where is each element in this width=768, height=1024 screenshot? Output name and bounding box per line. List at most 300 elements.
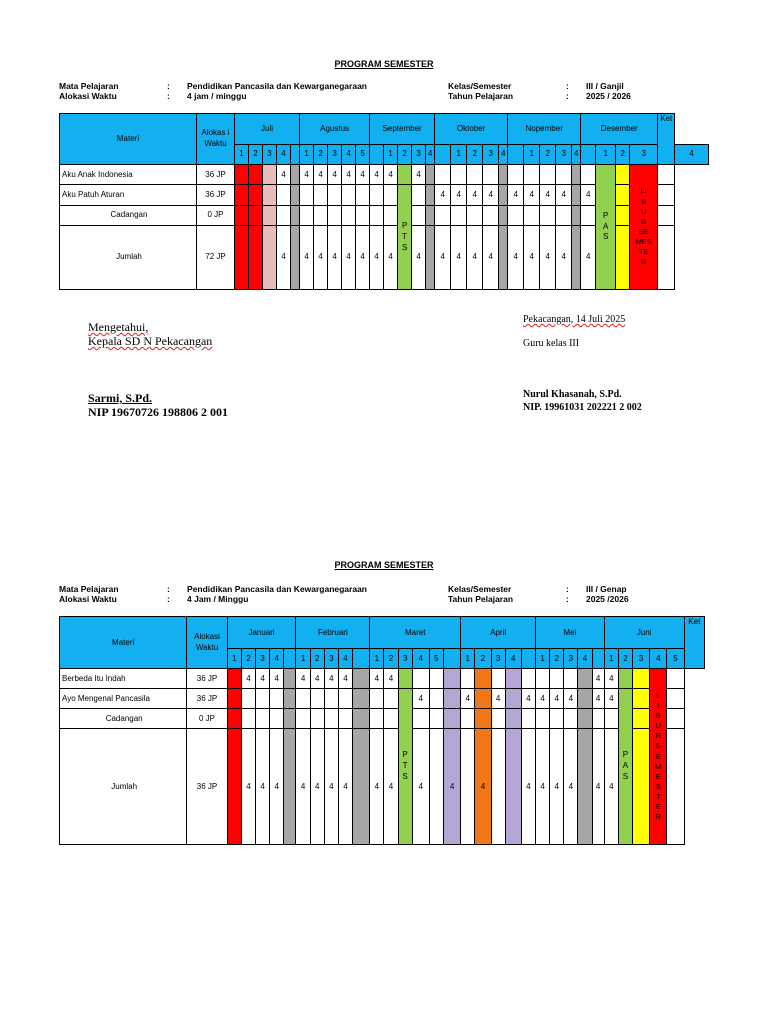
week-cell [435,205,451,225]
week-cell [505,729,521,845]
ket-cell [667,669,684,689]
week-cell [353,689,370,709]
week-cell [572,185,581,205]
week-cell [291,225,300,289]
stacked-letter: L [656,690,661,700]
week-cell [426,164,435,184]
week-cell: 4 [564,729,578,845]
week-cell [328,185,342,205]
week-cell: 4 [328,164,342,184]
week-cell [483,164,499,184]
week-cell [263,225,277,289]
stacked-letter: B [641,196,647,206]
week-cell [284,709,296,729]
week-cell [370,185,384,205]
week-cell [578,689,592,709]
week-cell [256,689,270,709]
semester-table [59,113,709,290]
week-cell [227,729,241,845]
stacked-letter: T [655,792,661,802]
week-number: 2 [550,649,564,669]
week-cell: 4 [296,669,310,689]
week-cell [398,164,412,184]
week-cell [370,709,384,729]
week-cell: 4 [412,225,426,289]
week-cell: 4 [581,225,596,289]
week-cell: 4 [270,669,284,689]
week-cell [356,185,370,205]
colon: : [566,81,569,91]
week-cell [505,709,521,729]
week-cell: 4 [451,185,467,205]
week-cell [633,689,650,709]
week-cell: 4 [300,164,314,184]
week-cell [540,205,556,225]
week-cell: 4 [604,689,618,709]
week-number: 2 [616,144,630,164]
stacked-letter: E [655,771,661,781]
week-cell [310,709,324,729]
week-number: 4 [426,144,435,164]
week-gap [291,144,300,164]
week-cell [241,689,255,709]
week-cell [491,709,505,729]
week-cell: 4 [581,185,596,205]
stacked-letter: S [401,242,408,252]
week-cell [581,164,596,184]
stacked-letter: P [622,750,629,760]
week-cell [592,709,604,729]
week-cell [572,225,581,289]
week-number: 2 [467,144,483,164]
semester-table [59,616,705,845]
nip-guru: NIP. 19961031 202221 2 002 [523,402,642,413]
stacked-letter: T [402,231,408,241]
week-number: 1 [461,649,475,669]
week-cell [235,225,249,289]
week-number: 1 [536,649,550,669]
week-cell [398,669,412,689]
week-gap [443,649,460,669]
week-cell [581,205,596,225]
week-cell: 4 [370,729,384,845]
materi-cell: Aku Anak Indonesia [60,164,197,184]
week-number: 2 [618,649,632,669]
week-cell [356,205,370,225]
week-cell: 4 [328,225,342,289]
week-cell [540,164,556,184]
week-cell [467,205,483,225]
week-number: 4 [499,144,508,164]
week-cell [443,669,460,689]
week-cell: 4 [310,729,324,845]
week-cell [384,689,398,709]
stacked-letter: M [655,761,662,771]
week-gap [508,144,524,164]
week-cell [314,185,328,205]
week-number: 3 [324,649,338,669]
materi-cell: Ayo Mengenal Pancasila [60,689,187,709]
week-cell [508,205,524,225]
week-gap [581,144,596,164]
week-cell [270,689,284,709]
week-cell [616,225,630,289]
week-cell [467,164,483,184]
value-kelas-semester: III / Genap [586,584,627,594]
materi-cell: Berbeda Itu Indah [60,669,187,689]
header-month: Juli [235,114,300,145]
colon: : [167,91,170,101]
header-materi: Materi [60,617,187,669]
week-cell [353,709,370,729]
week-cell [256,709,270,729]
week-number: 3 [483,144,499,164]
week-cell [263,185,277,205]
week-number: 3 [564,649,578,669]
week-cell [314,205,328,225]
week-number: 2 [475,649,491,669]
label-mata-pelajaran: Mata Pelajaran [59,584,119,594]
week-number: 4 [650,649,667,669]
week-cell: 4 [356,164,370,184]
week-cell [338,689,352,709]
week-number: 3 [633,649,650,669]
week-cell [475,669,491,689]
stacked-letter: S [622,772,629,782]
week-cell: 4 [592,689,604,709]
week-cell [235,164,249,184]
week-cell: 4 [508,185,524,205]
alokasi-cell: 36 JP [197,164,235,184]
nip-kepala-sekolah: NIP 19670726 198806 2 001 [88,405,229,419]
header-month: Nopember [508,114,581,145]
week-number: 2 [384,649,398,669]
week-cell [328,205,342,225]
week-cell [284,729,296,845]
week-cell [429,709,443,729]
week-number: 3 [556,144,572,164]
nama-kepala-text: Sarmi, S.Pd. [88,391,153,405]
week-cell: 4 [536,689,550,709]
week-cell [429,689,443,709]
week-number: 4 [342,144,356,164]
week-cell: 4 [475,729,491,845]
week-cell [412,185,426,205]
week-cell: 4 [483,225,499,289]
week-cell [491,669,505,689]
week-cell: 4 [342,225,356,289]
value-mata-pelajaran: Pendidikan Pancasila dan Kewarganegaraan [187,81,367,91]
week-cell: 4 [461,689,475,709]
header-alokasi-waktu: Alokasi Waktu [187,617,227,669]
stacked-letter: R [655,731,661,741]
week-number: 5 [667,649,684,669]
week-cell [249,205,263,225]
week-cell: 4 [324,669,338,689]
label-tahun-pelajaran: Tahun Pelajaran [448,594,514,604]
week-gap [435,144,451,164]
week-cell [564,709,578,729]
week-cell: 4 [540,225,556,289]
week-cell [616,164,630,184]
value-tahun-pelajaran: 2025 / 2026 [586,91,631,101]
guru-kelas-label: Guru kelas III [523,338,580,349]
week-cell: 4 [370,164,384,184]
week-cell [578,669,592,689]
ket-cell [667,689,684,709]
week-cell [353,729,370,845]
week-cell [564,669,578,689]
stacked-letter: MES [635,237,652,247]
week-cell [461,669,475,689]
week-cell [572,164,581,184]
week-cell: 4 [556,225,572,289]
week-cell: 4 [556,185,572,205]
week-gap [592,649,604,669]
week-number: 4 [270,649,284,669]
week-cell [235,185,249,205]
week-cell: 4 [314,164,328,184]
week-cell: 4 [370,225,384,289]
week-cell [451,164,467,184]
week-gap [353,649,370,669]
week-cell [270,709,284,729]
week-number: 4 [277,144,291,164]
header-month: Mei [536,617,605,649]
week-cell [426,185,435,205]
header-month: Februari [296,617,370,649]
week-cell [227,689,241,709]
header-month: September [370,114,435,145]
week-number: 3 [491,649,505,669]
alokasi-cell: 36 JP [187,689,227,709]
week-cell [536,669,550,689]
stacked-letter: U [640,206,647,216]
libur-semester-block [650,669,667,845]
week-cell [263,205,277,225]
stacked-letter: A [622,761,629,771]
week-cell: 4 [277,225,291,289]
week-number: 4 [675,144,709,164]
stacked-letter: I [657,700,660,710]
stacked-letter: R [655,812,661,822]
week-cell: 4 [536,729,550,845]
week-cell: 4 [296,729,310,845]
page-title: PROGRAM SEMESTER [334,59,434,69]
week-number: 1 [604,649,618,669]
week-cell [443,689,460,709]
stacked-letter: LI [640,186,647,196]
week-cell [499,185,508,205]
label-tahun-pelajaran: Tahun Pelajaran [448,91,514,101]
ket-cell [658,225,675,289]
header-month: Desember [581,114,658,145]
week-cell [443,709,460,729]
week-cell: 4 [270,729,284,845]
week-cell [483,205,499,225]
week-cell [284,669,296,689]
nama-guru: Nurul Khasanah, S.Pd. [523,389,622,400]
week-cell: 4 [412,164,426,184]
week-cell [435,164,451,184]
materi-cell: Jumlah [60,225,197,289]
colon: : [167,594,170,604]
stacked-letter: P [603,210,609,220]
week-cell: 4 [314,225,328,289]
week-number: 3 [412,144,426,164]
week-cell: 4 [524,225,540,289]
week-cell [324,689,338,709]
nama-kepala-sekolah [88,391,152,406]
week-cell: 4 [467,225,483,289]
week-cell [342,205,356,225]
stacked-letter: E [655,802,661,812]
week-number: 2 [314,144,328,164]
week-number: 1 [370,649,384,669]
week-number: 1 [300,144,314,164]
stacked-letter: A [603,221,609,231]
week-number: 3 [630,144,658,164]
week-cell: 4 [443,729,460,845]
week-cell: 4 [256,729,270,845]
week-number: 5 [356,144,370,164]
week-cell [370,689,384,709]
week-number: 1 [524,144,540,164]
week-cell [429,729,443,845]
value-kelas-semester: III / Ganjil [586,81,624,91]
week-cell [521,669,535,689]
header-month: Juni [604,617,684,649]
week-cell [227,669,241,689]
stacked-letter: U [655,721,661,731]
week-number: 5 [429,649,443,669]
alokasi-cell: 0 JP [187,709,227,729]
week-cell [263,164,277,184]
week-number: 2 [249,144,263,164]
ket-cell [658,185,675,205]
week-cell: 4 [550,689,564,709]
week-cell: 4 [521,689,535,709]
week-cell [324,709,338,729]
header-ket: Ket [658,114,675,165]
week-cell [249,185,263,205]
week-number: 3 [256,649,270,669]
week-cell [249,225,263,289]
week-cell [310,689,324,709]
week-cell: 4 [241,669,255,689]
week-number: 1 [451,144,467,164]
week-number: 2 [241,649,255,669]
ket-cell [658,164,675,184]
week-cell: 4 [467,185,483,205]
week-cell [556,164,572,184]
week-cell [524,164,540,184]
header-month: Maret [370,617,461,649]
alokasi-cell: 0 JP [197,205,235,225]
week-cell: 4 [592,669,604,689]
week-cell [633,709,650,729]
week-number: 1 [596,144,616,164]
week-cell [616,205,630,225]
week-number: 1 [296,649,310,669]
week-cell [499,225,508,289]
week-cell [429,669,443,689]
week-cell: 4 [483,185,499,205]
materi-cell: Cadangan [60,205,197,225]
week-cell [384,205,398,225]
kepala-sekolah-label [88,334,212,349]
week-cell [505,689,521,709]
week-cell [249,164,263,184]
stacked-letter: S [603,232,609,242]
header-month: April [461,617,536,649]
stacked-letter: B [655,711,661,721]
week-cell [370,205,384,225]
pts-block [398,689,412,845]
week-cell [578,709,592,729]
week-cell [633,729,650,845]
label-kelas-semester: Kelas/Semester [448,81,512,91]
header-materi: Materi [60,114,197,165]
week-cell [475,709,491,729]
week-cell: 4 [550,729,564,845]
ket-cell [667,709,684,729]
week-cell [572,205,581,225]
week-cell [412,709,429,729]
week-cell [618,669,632,689]
week-cell: 4 [338,729,352,845]
week-cell [521,709,535,729]
week-number: 4 [338,649,352,669]
week-cell [633,669,650,689]
week-cell [508,164,524,184]
week-cell: 4 [451,225,467,289]
week-cell [550,669,564,689]
week-cell [616,185,630,205]
libur-semester-block [630,164,658,289]
week-cell [291,185,300,205]
week-number: 3 [328,144,342,164]
week-cell [296,709,310,729]
week-cell [412,205,426,225]
week-cell: 4 [356,225,370,289]
ket-cell [658,205,675,225]
stacked-letter: P [402,750,408,760]
mengetahui-label [88,320,148,335]
week-cell [461,709,475,729]
week-cell: 4 [277,164,291,184]
week-cell [461,729,475,845]
stacked-letter: S [402,772,408,782]
week-number: 1 [235,144,249,164]
header-month: Januari [227,617,296,649]
header-month: Oktober [435,114,508,145]
week-cell: 4 [370,669,384,689]
stacked-letter: TE [638,247,649,257]
week-cell [284,689,296,709]
week-cell: 4 [310,669,324,689]
week-gap [521,649,535,669]
value-alokasi-waktu: 4 jam / minggu [187,91,247,101]
week-cell: 4 [300,225,314,289]
week-number: 4 [578,649,592,669]
week-cell [227,709,241,729]
header-alokasi-waktu: Alokas i Waktu [197,114,235,165]
week-cell [277,185,291,205]
week-cell: 4 [491,689,505,709]
week-cell [235,205,249,225]
value-tahun-pelajaran: 2025 /2026 [586,594,629,604]
